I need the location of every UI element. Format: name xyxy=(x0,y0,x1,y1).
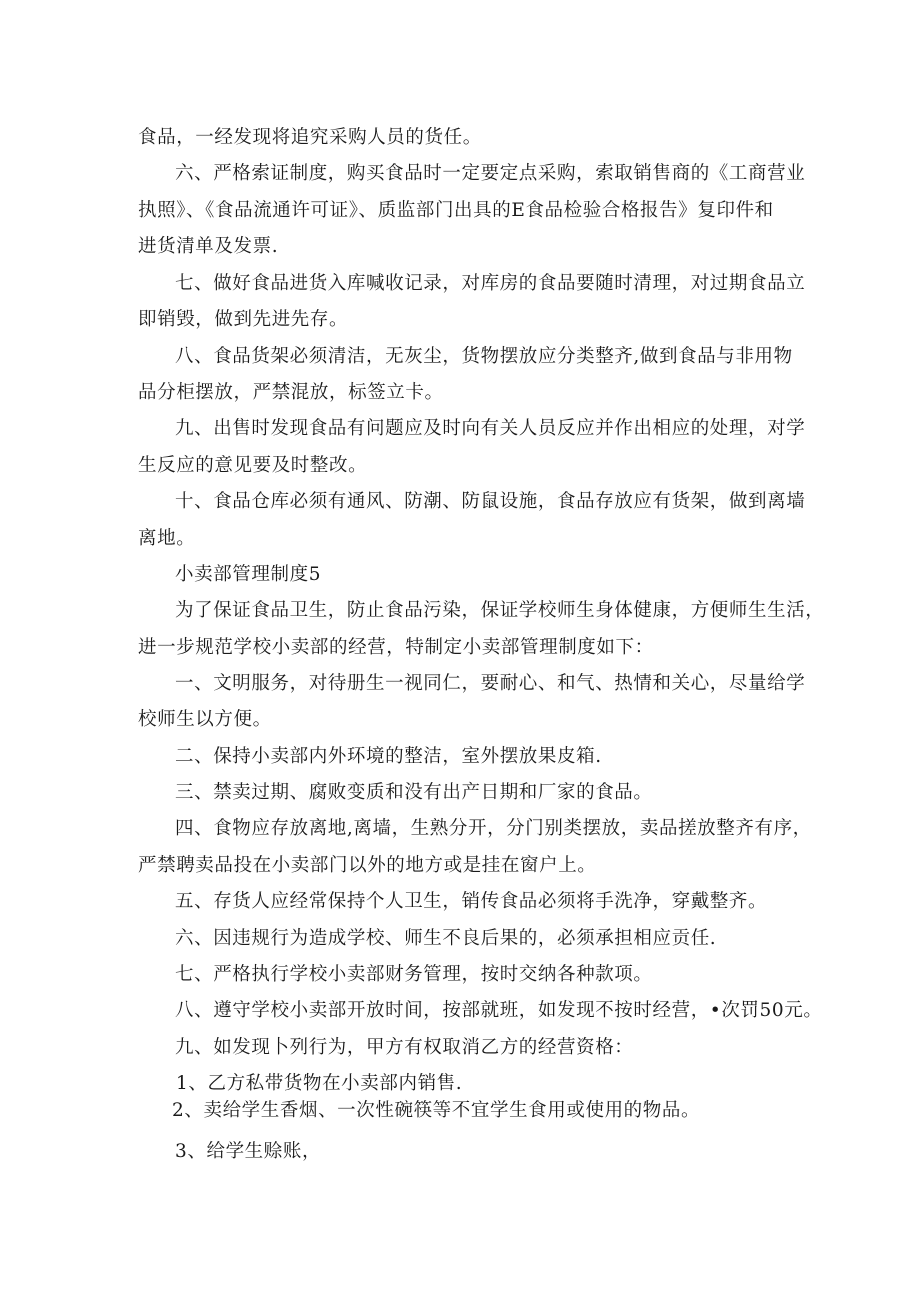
paragraph-line: 七、严格执行学校小卖部财务管理，按时交纳各种款项。 xyxy=(175,964,653,985)
paragraph-line: 执照》、《食品流通许可证》、质监部门出具的E食品检验合格报告》复印件和 xyxy=(138,200,774,221)
paragraph-line: 生反应的意见要及时整改。 xyxy=(138,455,368,476)
paragraph-line: 为了保证食品卫生，防止食品污染，保证学校师生身体健康，方便师生生活， xyxy=(175,600,825,621)
list-item: 3、给学生赊账， xyxy=(175,1141,322,1162)
paragraph-line: 八、食品货架必须清洁，无灰尘，货物摆放应分类整齐,做到食品与非用物 xyxy=(175,346,793,367)
paragraph-line: 严禁聘卖品投在小卖部门以外的地方或是挂在窗户上。 xyxy=(138,855,597,876)
paragraph-line: 七、做好食品进货入库喊收记录，对库房的食品要随时清理，对过期食品立 xyxy=(175,273,806,294)
list-item: 2、卖给学生香烟、一次性碗筷等不宜学生食用或使用的物品。 xyxy=(172,1100,701,1121)
paragraph-line: 二、保持小卖部内外环境的整洁，室外摆放果皮箱. xyxy=(175,746,602,767)
paragraph-line: 校师生以方便。 xyxy=(138,709,272,730)
paragraph-line: 品分柜摆放，严禁混放，标签立卡。 xyxy=(138,382,444,403)
paragraph-line: 进一步规范学校小卖部的经营，特制定小卖部管理制度如下： xyxy=(138,637,654,658)
paragraph-line: 三、禁卖过期、腐败变质和没有出产日期和厂家的食品。 xyxy=(175,782,653,803)
paragraph-line: 九、如发现卜列行为，甲方有权取消乙方的经营资格： xyxy=(175,1037,634,1058)
paragraph-line: 四、食物应存放离地,离墙，生熟分开，分门别类摆放，卖品搓放整齐有序， xyxy=(175,818,812,839)
paragraph-line: 十、食品仓库必须有通风、防潮、防鼠设施，食品存放应有货架，做到离墙 xyxy=(175,491,806,512)
paragraph-line: 一、文明服务，对待册生一视同仁，要耐心、和气、热情和关心，尽量给学 xyxy=(175,673,806,694)
paragraph-line: 即销毁，做到先进先存。 xyxy=(138,309,349,330)
section-heading: 小卖部管理制度5 xyxy=(175,564,322,585)
paragraph-line: 离地。 xyxy=(138,528,196,549)
paragraph-line: 食品，一经发现将追究采购人员的货任。 xyxy=(138,127,482,148)
paragraph-line: 九、出售时发现食品有问题应及时向有关人员反应并作出相应的处理，对学 xyxy=(175,418,806,439)
paragraph-line: 五、存货人应经常保持个人卫生，销传食品必须将手洗净，穿戴整齐。 xyxy=(175,891,768,912)
paragraph-line: 进货清单及发票. xyxy=(138,236,279,257)
paragraph-line: 六、严格索证制度，购买食品时一定要定点采购，索取销售商的《工商营业 xyxy=(175,163,806,184)
paragraph-line: 八、遵守学校小卖部开放时间，按部就班，如发现不按时经营，•次罚50元。 xyxy=(175,1000,823,1021)
list-item: 1、乙方私带货物在小卖部内销售. xyxy=(176,1073,463,1094)
paragraph-line: 六、因违规行为造成学校、师生不良后果的，必须承担相应贡任. xyxy=(175,928,717,949)
